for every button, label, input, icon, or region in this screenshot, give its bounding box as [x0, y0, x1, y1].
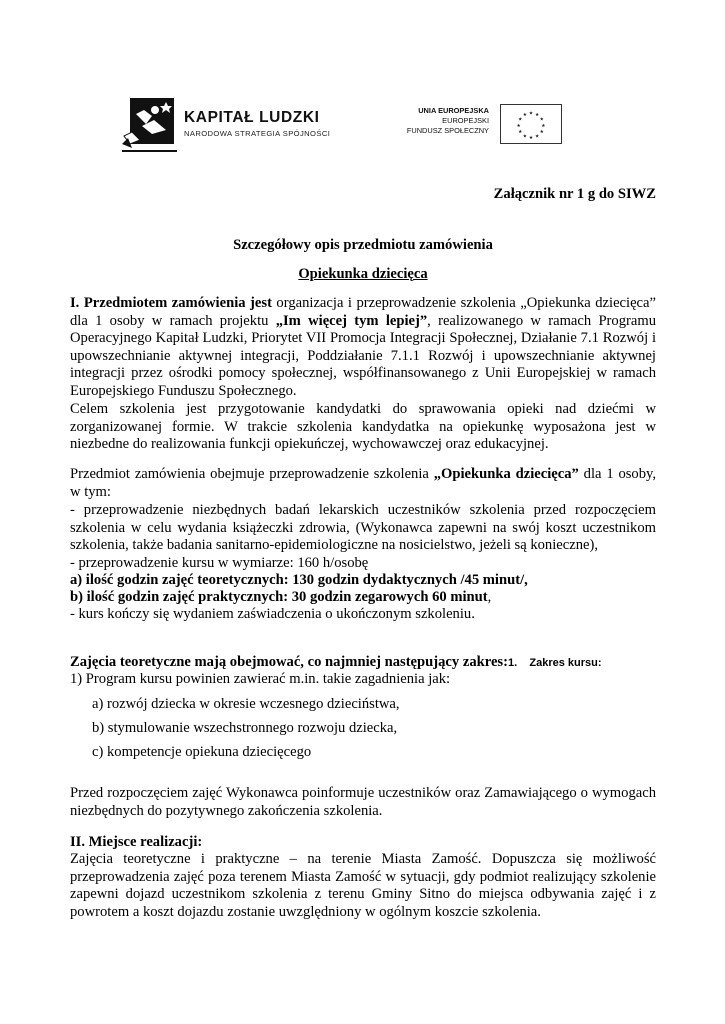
goal-paragraph: Celem szkolenia jest przygotowanie kandydatki do sprawowania opieki nad dziećmi w zorganizowanej formie. W trakcie szkolenia kandydatka na opiekunkę wyposażona jest w niezbedne do realizowania funkcji opiekuńczej, wychowawczej oraz edukacyjnej.: [70, 401, 656, 453]
svg-text:★: ★: [535, 113, 540, 119]
theory-hours-line: a) ilość godzin zajęć teoretycznych: 130 godzin dydaktycznych /45 minut/,: [70, 572, 528, 588]
theory-tag: 1. Zakres kursu:: [507, 657, 602, 669]
eu-logo: [396, 104, 566, 144]
course-hours-line: - przeprowadzenie kursu w wymiarze: 160 h/osobę: [70, 555, 369, 571]
practice-hours-tail: ,: [487, 589, 492, 605]
eu-line1: UNIA EUROPEJSKA: [418, 106, 489, 115]
section-1-paragraph: [70, 295, 656, 401]
certificate-line: - kurs kończy się wydaniem zaświadczenia o ukończonym szkoleniu.: [70, 606, 475, 622]
svg-text:★: ★: [539, 117, 544, 123]
svg-text:★: ★: [522, 134, 527, 140]
svg-text:★: ★: [528, 136, 534, 142]
kapital-ludzki-logo: [122, 96, 362, 154]
list-item: a) rozwój dziecka w okresie wczesnego dzieciństwa,: [92, 696, 400, 712]
svg-text:★: ★: [518, 130, 523, 136]
kapital-ludzki-subtitle: NARODOWA STRATEGIA SPÓJNOŚCI: [184, 129, 331, 138]
course-name: „Opiekunka dziecięca”: [433, 466, 579, 482]
eu-line3: FUNDUSZ SPOŁECZNY: [406, 126, 489, 135]
svg-text:★: ★: [528, 111, 534, 117]
theory-heading-line: [70, 654, 656, 673]
svg-text:★: ★: [535, 134, 540, 140]
kapital-ludzki-emblem-icon: [122, 96, 177, 154]
attachment-label: Załącznik nr 1 g do SIWZ: [493, 186, 656, 202]
section-1-text-a: organizacja i przeprowadzenie szkolenia „Opiekunka dziecięca” dla 1 osoby w ramach projektu: [70, 295, 656, 329]
svg-text:★: ★: [516, 123, 521, 129]
document-subtitle: Opiekunka dziecięca: [298, 266, 428, 282]
project-name: „Im więcej tym lepiej”: [275, 312, 428, 329]
section-1-text-b: , realizowanego w ramach Programu Operacyjnego Kapitał Ludzki, Priorytet VII Promocja Integracji Społecznej, Działanie 7.1 Rozwój i upowszechnianie aktywnej integracji, Poddziałanie 7.1.1 Rozwój i upowszechnianie aktywnej integracji przez ośrodki pomocy społecznej, współfinansowanego z Unii Europejskiej w ramach Europejskiego Funduszu Społecznego.: [70, 312, 656, 399]
svg-text:★: ★: [539, 130, 544, 136]
practice-hours-bold: b) ilość godzin zajęć praktycznych: 30 godzin zegarowych 60 minut: [70, 589, 488, 605]
list-item: b) stymulowanie wszechstronnego rozwoju dziecka,: [92, 720, 398, 736]
scope-text-b: dla 1 osoby, w tym:: [70, 466, 657, 500]
program-intro: 1) Program kursu powinien zawierać m.in. takie zagadnienia jak:: [70, 671, 451, 687]
scope-text-a: Przedmiot zamówienia obejmuje przeprowadzenie szkolenia: [70, 466, 434, 482]
eu-logo-text: [407, 106, 489, 136]
section-2-heading: II. Miejsce realizacji:: [70, 834, 203, 850]
theory-heading: Zajęcia teoretyczne mają obejmować, co najmniej następujący zakres:: [70, 654, 508, 670]
practice-hours-line: [70, 589, 656, 607]
kapital-ludzki-title: KAPITAŁ LUDZKI: [184, 109, 320, 126]
svg-text:★: ★: [541, 123, 546, 129]
medical-paragraph: - przeprowadzenie niezbędnych badań lekarskich uczestników szkolenia przed rozpoczęciem szkolenia w celu wydania książeczki zdrowia, (Wykonawca zapewni na swój koszt uczestnikom szkolenia, także badania sanitarno-epidemiologiczne na nosicielstwo, jeżeli są konieczne),: [70, 502, 656, 554]
section-2-paragraph: Zajęcia teoretyczne i praktyczne – na terenie Miasta Zamość. Dopuszcza się możliwość przeprowadzenia zajęć poza terenem Miasta Zamość w sytuacji, gdy podmiot realizujący szkolenie zapewni dojazd uczestnikom szkolenia z terenu Gminy Sitno do miejsca odbywania zajęć i z powrotem a koszt dojazdu zostanie uwzględniony w ogólnym koszcie szkolenia.: [70, 851, 656, 920]
eu-line2: EUROPEJSKI: [442, 116, 489, 125]
section-1-heading: I. Przedmiotem zamówienia jest: [70, 295, 272, 311]
svg-text:★: ★: [518, 117, 523, 123]
svg-text:★: ★: [522, 113, 527, 119]
document-title: Szczegółowy opis przedmiotu zamówienia: [233, 237, 493, 253]
list-item: c) kompetencje opiekuna dziecięcego: [92, 744, 312, 760]
inform-paragraph: Przed rozpoczęciem zajęć Wykonawca poinformuje uczestników oraz Zamawiającego o wymogach niezbędnych do pozytywnego zakończenia szkolenia.: [70, 785, 656, 819]
eu-flag-icon: [500, 104, 562, 144]
scope-paragraph: [70, 466, 656, 501]
